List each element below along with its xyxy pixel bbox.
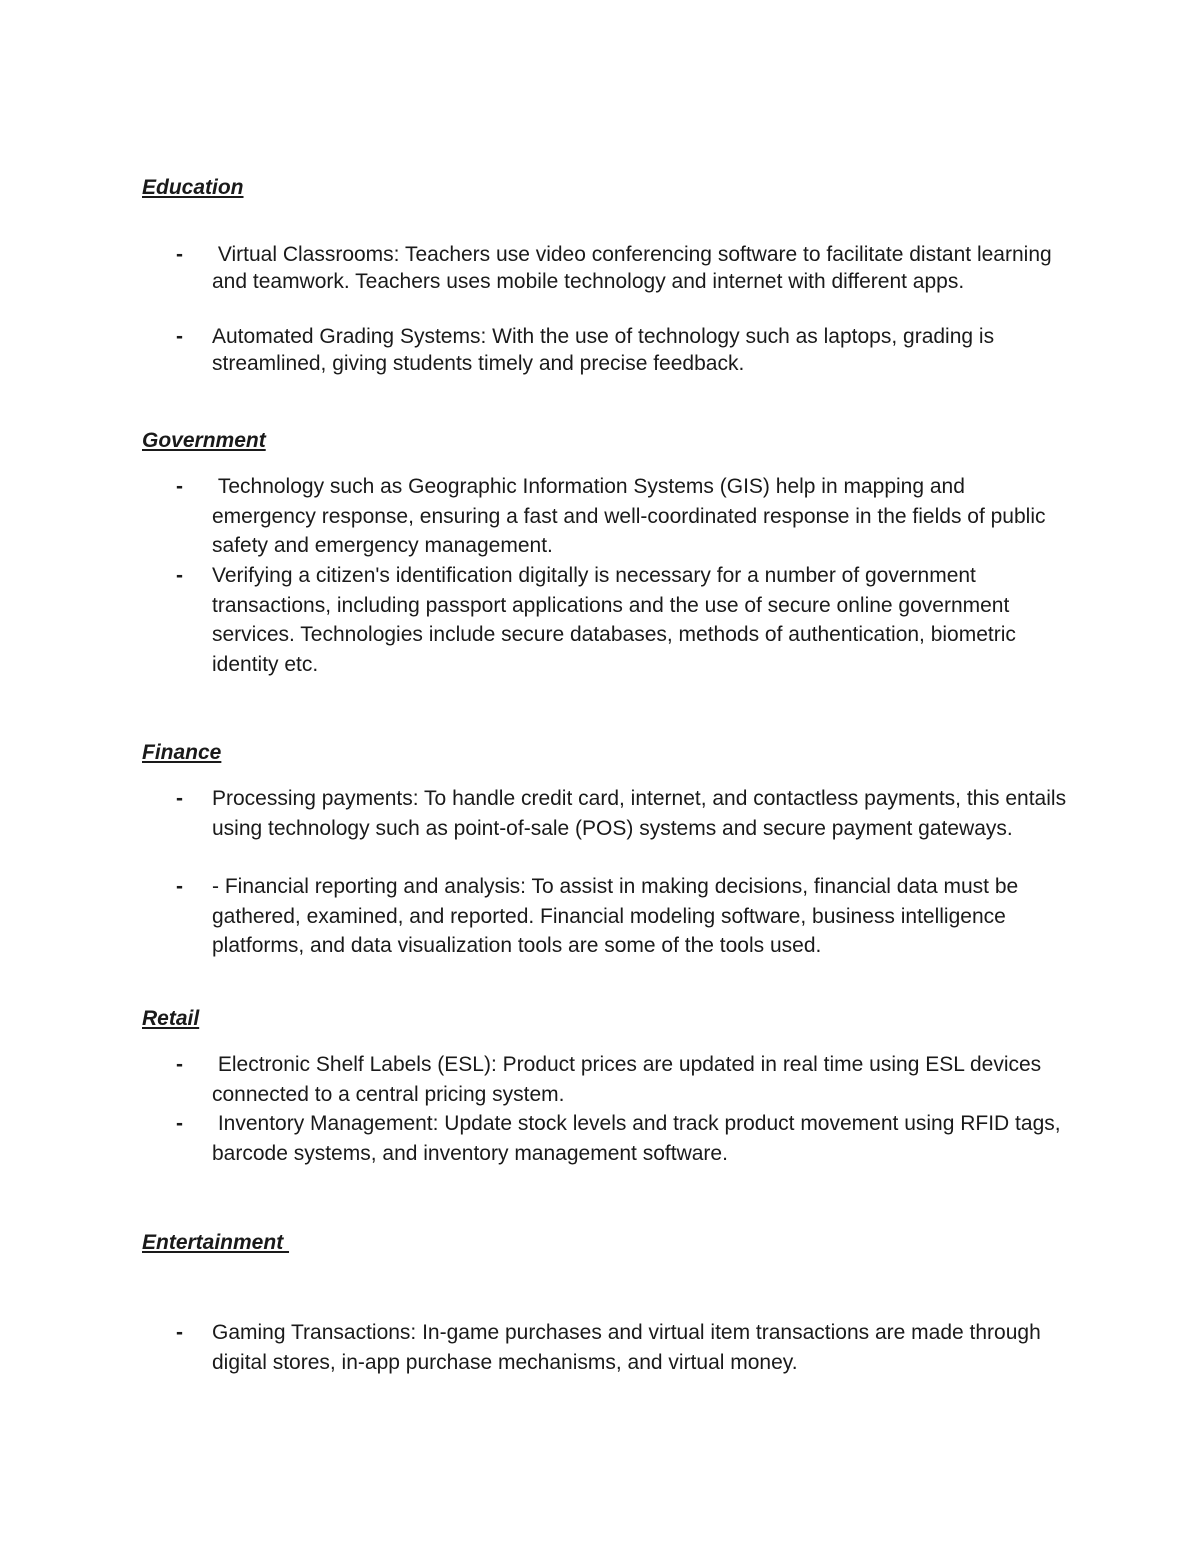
bullet-dash: - bbox=[176, 1053, 183, 1076]
list-item-text: Automated Grading Systems: With the use of technology such as laptops, grading is streamlined, giving students timely and precise feedback. bbox=[212, 325, 1000, 375]
list-item-text: Electronic Shelf Labels (ESL): Product prices are updated in real time using ESL devices connected to a central pricing system. bbox=[212, 1053, 1048, 1106]
section-heading-finance: Finance bbox=[142, 741, 222, 764]
list-item-text: Processing payments: To handle credit card, internet, and contactless payments, this entails using technology such as point-of-sale (POS) systems and secure payment gateways. bbox=[212, 787, 1072, 840]
list-item bbox=[176, 561, 1072, 679]
list-item bbox=[176, 472, 1072, 561]
list-item bbox=[176, 241, 1072, 295]
list-item bbox=[176, 872, 1072, 961]
list-item bbox=[176, 1109, 1072, 1168]
list-item bbox=[176, 323, 1072, 377]
list-item-text: Technology such as Geographic Information Systems (GIS) help in mapping and emergency response, ensuring a fast and well-coordinated response in the fields of public safety and emergency management. bbox=[212, 475, 1052, 557]
list-item bbox=[176, 784, 1072, 843]
section-heading-entertainment: Entertainment bbox=[142, 1231, 290, 1254]
list-item-text: Gaming Transactions: In-game purchases and virtual item transactions are made through digital stores, in-app purchase mechanisms, and virtual money. bbox=[212, 1321, 1047, 1374]
list-item bbox=[176, 1318, 1072, 1377]
bullet-dash: - bbox=[176, 475, 183, 498]
bullet-dash: - bbox=[176, 325, 183, 348]
list-item bbox=[176, 1050, 1072, 1109]
section-heading-education: Education bbox=[142, 176, 244, 199]
bullet-dash: - bbox=[176, 787, 183, 810]
bullet-dash: - bbox=[176, 1112, 183, 1135]
list-item-text: Virtual Classrooms: Teachers use video conferencing software to facilitate distant learning and teamwork. Teachers uses mobile technology and internet with different apps. bbox=[212, 243, 1058, 293]
section-heading-government: Government bbox=[142, 429, 266, 452]
bullet-dash: - bbox=[176, 1321, 183, 1344]
bullet-dash: - bbox=[176, 243, 183, 266]
list-item-text: Inventory Management: Update stock levels and track product movement using RFID tags, barcode systems, and inventory management software. bbox=[212, 1112, 1067, 1165]
section-heading-retail: Retail bbox=[142, 1007, 200, 1030]
bullet-dash: - bbox=[176, 564, 183, 587]
bullet-dash: - bbox=[176, 875, 183, 898]
list-item-text: - Financial reporting and analysis: To assist in making decisions, financial data must be gathered, examined, and reported. Financial modeling software, business intelligence platforms, and data visualization tools are some of the tools used. bbox=[212, 875, 1025, 957]
list-item-text: Verifying a citizen's identification digitally is necessary for a number of government transactions, including passport applications and the use of secure online government services. Technologies include secure databases, methods of authentication, biometric identity etc. bbox=[212, 564, 1022, 676]
